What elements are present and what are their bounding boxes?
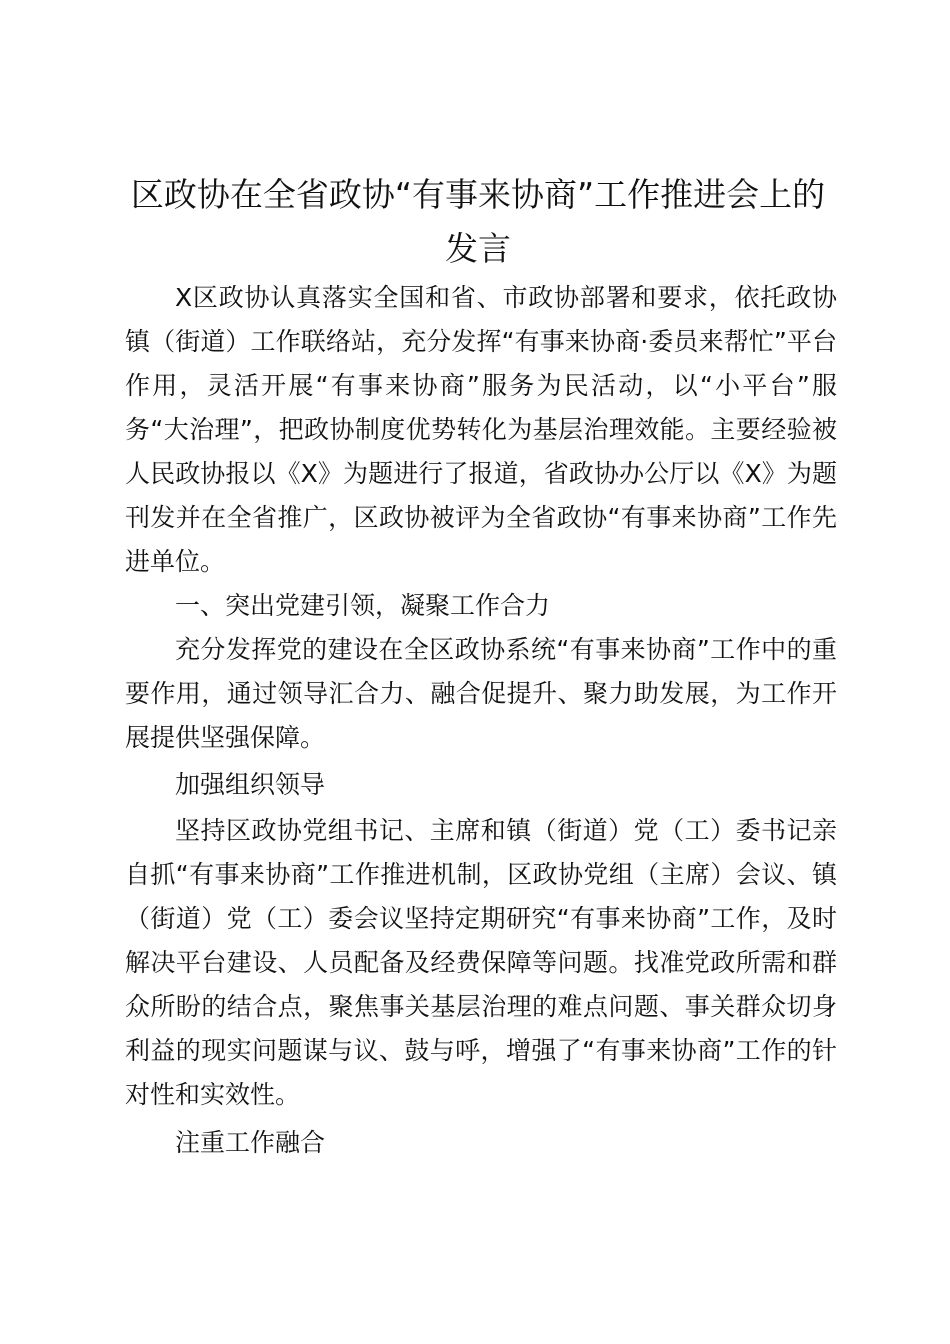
document-body <box>125 276 837 1165</box>
leadership-paragraph: 坚持区政协党组书记、主席和镇（街道）党（工）委书记亲自抓“有事来协商”工作推进机制，区政协党组（主席）会议、镇（街道）党（工）委会议坚持定期研究“有事来协商”工作，及时解决平台建设、人员配备及经费保障等问题。找准党政所需和群众所盼的结合点，聚焦事关基层治理的难点问题、事关群众切身利益的现实问题谋与议、鼓与呼，增强了“有事来协商”工作的针对性和实效性。 <box>125 816 837 1109</box>
section-one-paragraph: 充分发挥党的建设在全区政协系统“有事来协商”工作中的重要作用，通过领导汇合力、融合促提升、聚力助发展，为工作开展提供坚强保障。 <box>125 635 837 752</box>
intro-paragraph: X区政协认真落实全国和省、市政协部署和要求，依托政协镇（街道）工作联络站，充分发挥“有事来协商·委员来帮忙”平台作用，灵活开展“有事来协商”服务为民活动，以“小平台”服务“大治理”，把政协制度优势转化为基层治理效能。主要经验被人民政协报以《X》为题进行了报道，省政协办公厅以《X》为题刊发并在全省推广，区政协被评为全省政协“有事来协商”工作先进单位。 <box>125 283 837 576</box>
document-title: 区政协在全省政协“有事来协商”工作推进会上的发言 <box>130 175 826 268</box>
section-one-heading: 一、突出党建引领，凝聚工作合力 <box>175 591 551 620</box>
subheading-integration: 注重工作融合 <box>175 1128 326 1157</box>
subheading-leadership: 加强组织领导 <box>175 770 326 799</box>
